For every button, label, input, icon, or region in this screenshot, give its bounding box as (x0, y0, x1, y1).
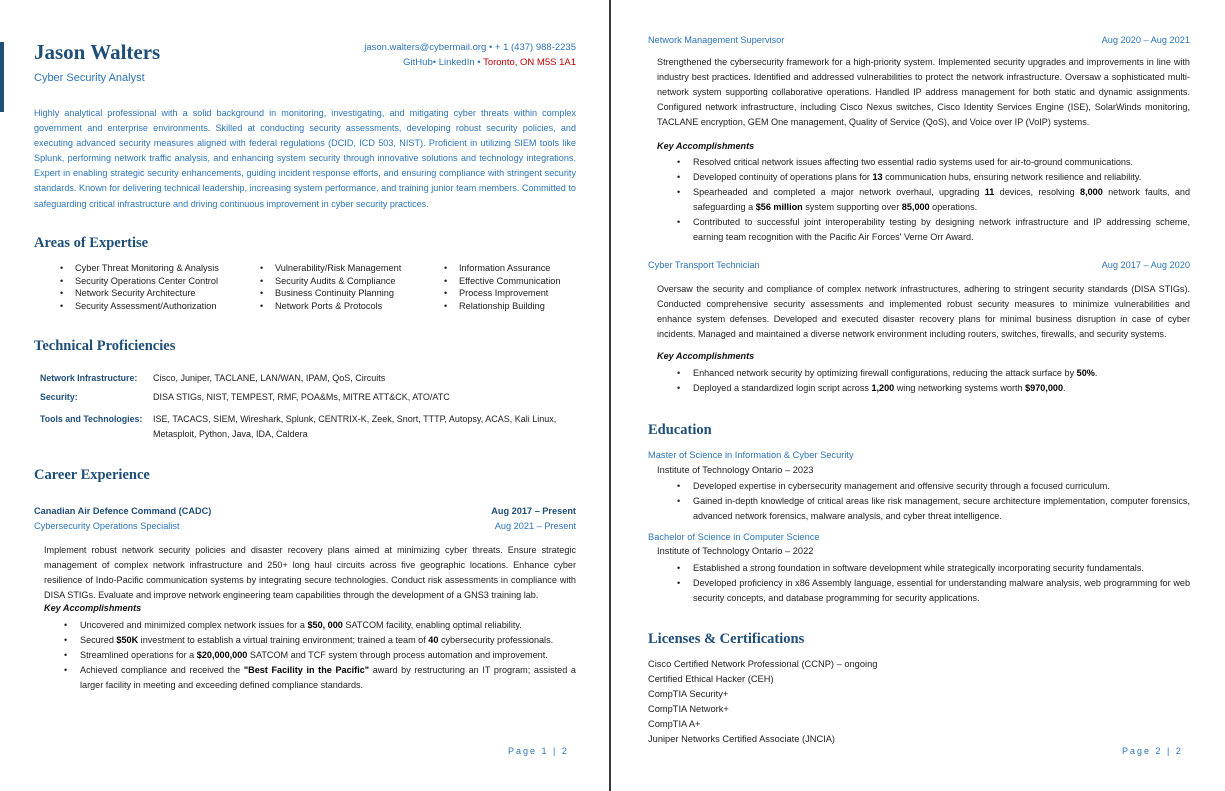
candidate-title: Cyber Security Analyst (34, 72, 145, 84)
resume-page-2 (614, 0, 1225, 791)
list-item: • Uncovered and minimized complex network issues for a $50, 000 SATCOM facility, enabling optimal reliability. (44, 618, 576, 633)
job-title: Cyber Transport Technician (648, 260, 760, 270)
technical-value: DISA STIGs, NIST, TEMPEST, RMF, POA&Ms, MITRE ATT&CK, ATO/ATC (153, 392, 450, 402)
contact-location: Toronto, ON M5S 1A1 (483, 57, 576, 68)
list-item: • Network Security Architecture (58, 287, 258, 300)
education-bullets (657, 479, 1190, 524)
education-institution: Institute of Technology Ontario – 2023 (657, 465, 814, 475)
education-degree: Bachelor of Science in Computer Science (648, 532, 820, 542)
expertise-column-1 (58, 262, 258, 312)
list-item: • Contributed to successful joint interoperability testing by designing network infrastructure and IP addressing scheme, earning team recognition with the Pacific Air Forces' Verne Orr Award. (657, 215, 1190, 245)
page-number: Page 2 | 2 (1122, 746, 1183, 756)
list-item: • Developed continuity of operations plans for 13 communication hubs, ensuring network resilience and reliability. (657, 170, 1190, 185)
list-item: • Resolved critical network issues affecting two essential radio systems used for air-to-ground communications. (657, 155, 1190, 170)
list-item: • Established a strong foundation in software development while strategically incorporating security fundamentals. (657, 561, 1190, 576)
key-accomplishments-label: Key Accomplishments (657, 351, 755, 361)
education-degree: Master of Science in Information & Cyber Security (648, 450, 854, 460)
accomplishment-list (657, 155, 1190, 246)
accomplishment-list (44, 618, 576, 693)
list-item: • Security Assessment/Authorization (58, 300, 258, 313)
job-organization-dates: Aug 2017 – Present (491, 506, 576, 516)
list-item: CompTIA Security+ (648, 689, 729, 699)
expertise-column-2 (258, 262, 442, 312)
list-item: • Security Audits & Compliance (258, 275, 442, 288)
job-dates: Aug 2021 – Present (494, 521, 576, 531)
certification-list (648, 657, 877, 747)
job-description: Strengthened the cybersecurity framework for a high-priority system. Implemented security upgrades and improvements in line with industry best practices. Identified and addressed vulnerabilities to protect the network infrastructure. Oversaw a sophisticated multi-network system supporting collaborative operations. Handled IP address management for both static and dynamic assignments. Configured network infrastructure, including Cisco Nexus switches, Cisco Identity Services Engine (ISE), SolarWinds monitoring, TACLANE encryption, GEM One management, Quality of Service (QoS), and Voice over IP (VoIP) systems. (657, 57, 1190, 128)
page-divider (609, 0, 611, 791)
list-item: • Relationship Building (442, 300, 592, 313)
contact-email-phone[interactable]: jason.walters@cybermail.org • + 1 (437) 988-2235 (364, 42, 576, 53)
job-title: Network Management Supervisor (648, 35, 785, 45)
list-item: • Cyber Threat Monitoring & Analysis (58, 262, 258, 275)
section-heading-licenses: Licenses & Certifications (648, 631, 805, 647)
key-accomplishments-label: Key Accomplishments (44, 603, 142, 613)
list-item: • Security Operations Center Control (58, 275, 258, 288)
key-accomplishments-label: Key Accomplishments (657, 141, 755, 151)
list-item: CompTIA Network+ (648, 704, 729, 714)
list-item: • Developed proficiency in x86 Assembly language, essential for understanding malware analysis, web programming for web security concepts, and database programming for security applications. (657, 576, 1190, 606)
technical-label: Network Infrastructure: (40, 373, 138, 383)
job-dates: Aug 2017 – Aug 2020 (1101, 260, 1190, 270)
accent-bar (0, 42, 4, 112)
section-heading-career: Career Experience (34, 467, 150, 483)
education-institution: Institute of Technology Ontario – 2022 (657, 546, 814, 556)
education-bullets (657, 561, 1190, 606)
contact-links[interactable]: GitHub• LinkedIn • (403, 57, 481, 68)
list-item: Certified Ethical Hacker (CEH) (648, 674, 774, 684)
technical-value: Cisco, Juniper, TACLANE, LAN/WAN, IPAM, QoS, Circuits (153, 373, 386, 383)
contact-links-location (364, 55, 576, 70)
list-item: • Achieved compliance and received the "Best Facility in the Pacific" award by restructuring an IT program; assisted a larger facility in meeting and exceeding defined compliance standards. (44, 663, 576, 693)
list-item: CompTIA A+ (648, 719, 701, 729)
list-item: • Vulnerability/Risk Management (258, 262, 442, 275)
section-heading-education: Education (648, 422, 712, 438)
list-item: • Network Ports & Protocols (258, 300, 442, 313)
list-item: Cisco Certified Network Professional (CCNP) – ongoing (648, 659, 878, 669)
list-item: • Streamlined operations for a $20,000,000 SATCOM and TCF system through process automation and improvement. (44, 648, 576, 663)
accomplishment-list (657, 366, 1190, 396)
contact-block (364, 40, 576, 70)
list-item: Juniper Networks Certified Associate (JNCIA) (648, 734, 836, 744)
list-item: • Business Continuity Planning (258, 287, 442, 300)
list-item: • Process Improvement (442, 287, 592, 300)
list-item: • Secured $50K investment to establish a virtual training environment; trained a team of 40 cybersecurity professionals. (44, 633, 576, 648)
list-item: • Effective Communication (442, 275, 592, 288)
list-item: • Developed expertise in cybersecurity management and offensive security through a focused curriculum. (657, 479, 1190, 494)
candidate-name: Jason Walters (34, 40, 161, 64)
section-heading-expertise: Areas of Expertise (34, 235, 149, 251)
technical-value: ISE, TACACS, SIEM, Wireshark, Splunk, CENTRIX-K, Zeek, Snort, TTTP, Autopsy, ACAS, Kali Linux, Metasploit, Python, Java, IDA, Caldera (153, 414, 557, 439)
expertise-column-3 (442, 262, 592, 312)
list-item: • Deployed a standardized login script across 1,200 wing networking systems worth $970,000. (657, 381, 1190, 396)
section-heading-technical: Technical Proficiencies (34, 338, 176, 354)
list-item: • Gained in-depth knowledge of critical areas like risk management, secure architecture implementation, computer forensics, advanced network forensics, malware analysis, and cyber threat intelligence. (657, 494, 1190, 524)
list-item: • Spearheaded and completed a major network overhaul, upgrading 11 devices, resolving 8,000 network faults, and safeguarding a $56 million system supporting over 85,000 operations. (657, 185, 1190, 215)
technical-label: Tools and Technologies: (40, 414, 143, 424)
list-item: • Enhanced network security by optimizing firewall configurations, reducing the attack surface by 50%. (657, 366, 1190, 381)
job-title: Cybersecurity Operations Specialist (34, 521, 180, 531)
professional-summary: Highly analytical professional with a solid background in monitoring, investigating, and mitigating cyber threats within complex government and enterprise environments. Skilled at conducting security assessments, developing robust security policies, and executing advanced security measures aligned with federal regulations (DCID, ICD 503, NIST). Proficient in utilizing SIEM tools like Splunk, performing network traffic analysis, and enhancing system security through innovative solutions and technology integrations. Expert in enabling strategic security enhancements, guiding incident response efforts, and ensuring compliance with stringent security standards. Known for delivering technical leadership, increasing system performance, and training junior team members. Committed to safeguarding critical infrastructure and driving continuous improvement in cyber security practices. (34, 108, 576, 209)
job-description: Implement robust network security policies and disaster recovery plans aimed at minimizing cyber threats. Ensure strategic management of complex network infrastructure and 250+ long haul circuits across five geographic locations. Enhance cyber resilience of Indo-Pacific communication systems by integrating secure technologies. Conduct risk assessments in compliance with DISA STIGs. Evaluate and improve network engineering team capabilities through the development of a GNS3 training lab. (44, 545, 576, 601)
job-description: Oversaw the security and compliance of complex network infrastructures, adhering to stringent security standards (DISA STIGs). Conducted comprehensive security assessments and implemented robust security measures to minimize vulnerabilities and enhance system defenses. Developed and executed disaster recovery plans for minimal business disruption in case of cyber incidents. Managed and maintained a diverse network environment including routers, switches, firewalls, and security systems. (657, 284, 1190, 340)
resume-page-1 (0, 0, 609, 791)
job-organization: Canadian Air Defence Command (CADC) (34, 506, 212, 516)
expertise-list (58, 262, 592, 312)
technical-label: Security: (40, 392, 78, 402)
page-number: Page 1 | 2 (508, 746, 569, 756)
job-dates: Aug 2020 – Aug 2021 (1101, 35, 1190, 45)
list-item: • Information Assurance (442, 262, 592, 275)
